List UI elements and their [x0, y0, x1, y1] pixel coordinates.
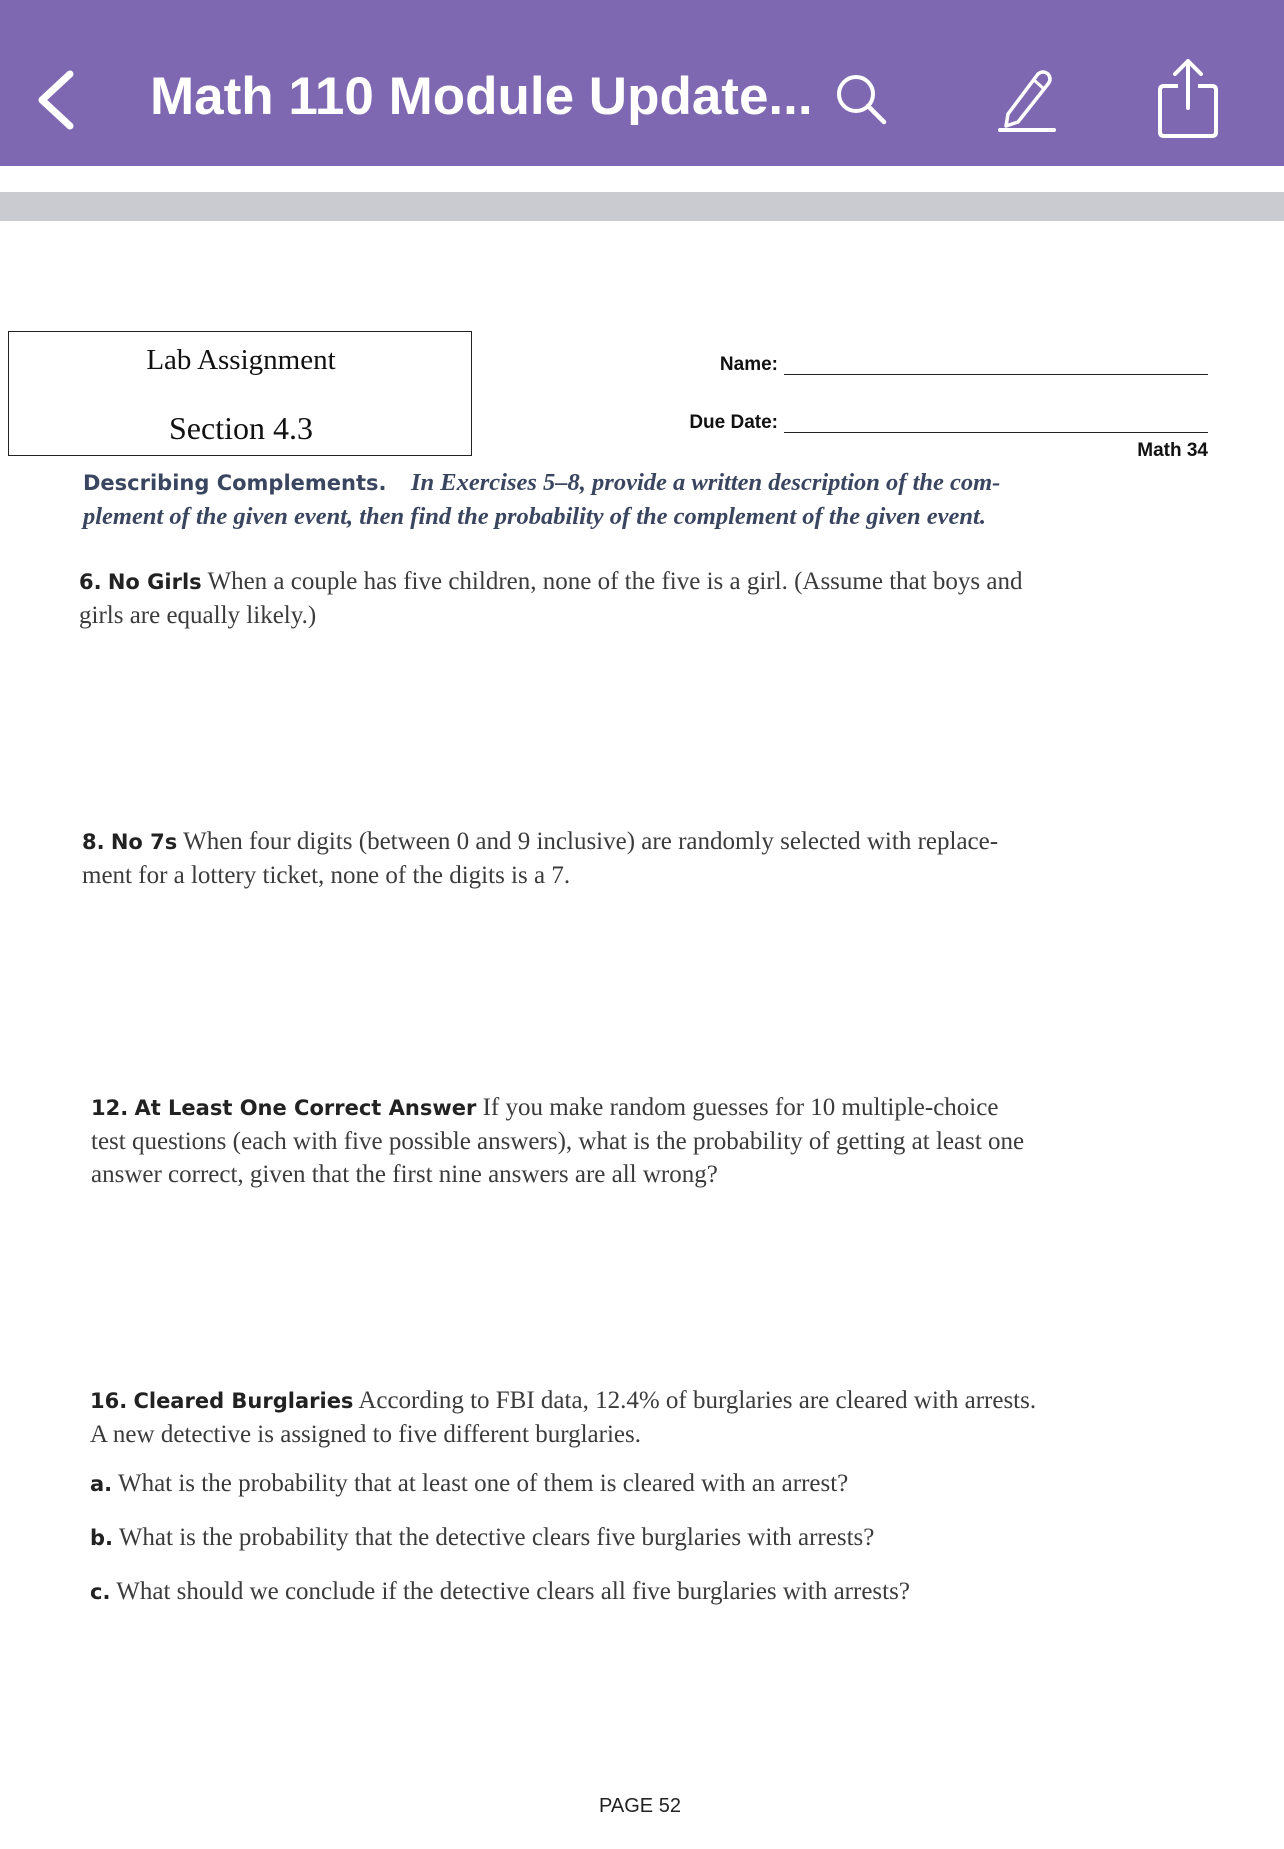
exercise-number: 12. — [91, 1096, 129, 1120]
exercise-text: According to FBI data, 12.4% of burglaries are cleared with arrests. — [358, 1387, 1037, 1414]
exercise-16 — [90, 1384, 1120, 1451]
top-app-bar — [0, 0, 1284, 166]
exercise-6 — [79, 565, 1089, 632]
exercise-title: No Girls — [107, 570, 202, 594]
lab-title: Lab Assignment — [146, 344, 336, 376]
instructions-text-2: plement of the given event, then find the probability of the complement of the given event. — [83, 503, 986, 530]
part-label: c. — [90, 1580, 111, 1604]
exercise-title: Cleared Burglaries — [133, 1389, 354, 1413]
exercise-title: No 7s — [110, 830, 178, 854]
exercise-text: ment for a lottery ticket, none of the digits is a 7. — [82, 862, 571, 889]
exercise-text: answer correct, given that the first nine answers are all wrong? — [91, 1161, 718, 1188]
instructions — [83, 466, 1063, 533]
back-chevron-icon — [28, 60, 88, 140]
search-button[interactable] — [834, 72, 890, 133]
exercise-16-part-a — [90, 1470, 848, 1498]
annotate-pen-icon — [994, 64, 1060, 134]
search-icon — [834, 72, 890, 128]
course-label: Math 34 — [1137, 440, 1208, 461]
instructions-text-1: In Exercises 5–8, provide a written description of the com- — [411, 469, 1001, 496]
name-label: Name: — [719, 354, 778, 375]
part-label: a. — [90, 1472, 113, 1496]
exercise-title: At Least One Correct Answer — [134, 1096, 477, 1120]
exercise-16-part-c — [90, 1578, 910, 1606]
part-text: What should we conclude if the detective clears all five burglaries with arrests? — [116, 1578, 910, 1605]
exercise-number: 16. — [90, 1389, 128, 1413]
name-line — [784, 374, 1208, 375]
annotate-button[interactable] — [994, 64, 1060, 139]
instructions-lead: Describing Complements. — [83, 471, 387, 495]
section-label: Section 4.3 — [169, 410, 313, 446]
share-button[interactable] — [1156, 56, 1220, 145]
exercise-text: A new detective is assigned to five different burglaries. — [90, 1421, 642, 1448]
part-label: b. — [90, 1526, 114, 1550]
exercise-text: When four digits (between 0 and 9 inclusive) are randomly selected with replace- — [183, 828, 999, 855]
part-text: What is the probability that at least one of them is cleared with an arrest? — [117, 1470, 849, 1497]
exercise-number: 8. — [82, 830, 105, 854]
exercise-16-part-b — [90, 1524, 874, 1552]
exercise-12 — [91, 1091, 1101, 1191]
exercise-text: test questions (each with five possible answers), what is the probability of getting at least one — [91, 1128, 1025, 1155]
part-text: What is the probability that the detective clears five burglaries with arrests? — [118, 1524, 875, 1551]
back-button[interactable] — [28, 60, 88, 140]
exercise-text: girls are equally likely.) — [79, 602, 317, 629]
exercise-8 — [82, 825, 1092, 892]
document-title: Math 110 Module Update... — [150, 67, 813, 126]
exercise-text: When a couple has five children, none of the five is a girl. (Assume that boys and — [207, 568, 1023, 595]
due-date-line — [784, 432, 1208, 433]
exercise-text: If you make random guesses for 10 multiple-choice — [482, 1094, 999, 1121]
page-separator — [0, 192, 1284, 221]
page-number: PAGE 52 — [599, 1795, 681, 1817]
share-icon — [1156, 56, 1220, 140]
due-date-label: Due Date: — [689, 412, 778, 433]
lab-header-box — [8, 331, 472, 456]
exercise-number: 6. — [79, 570, 102, 594]
